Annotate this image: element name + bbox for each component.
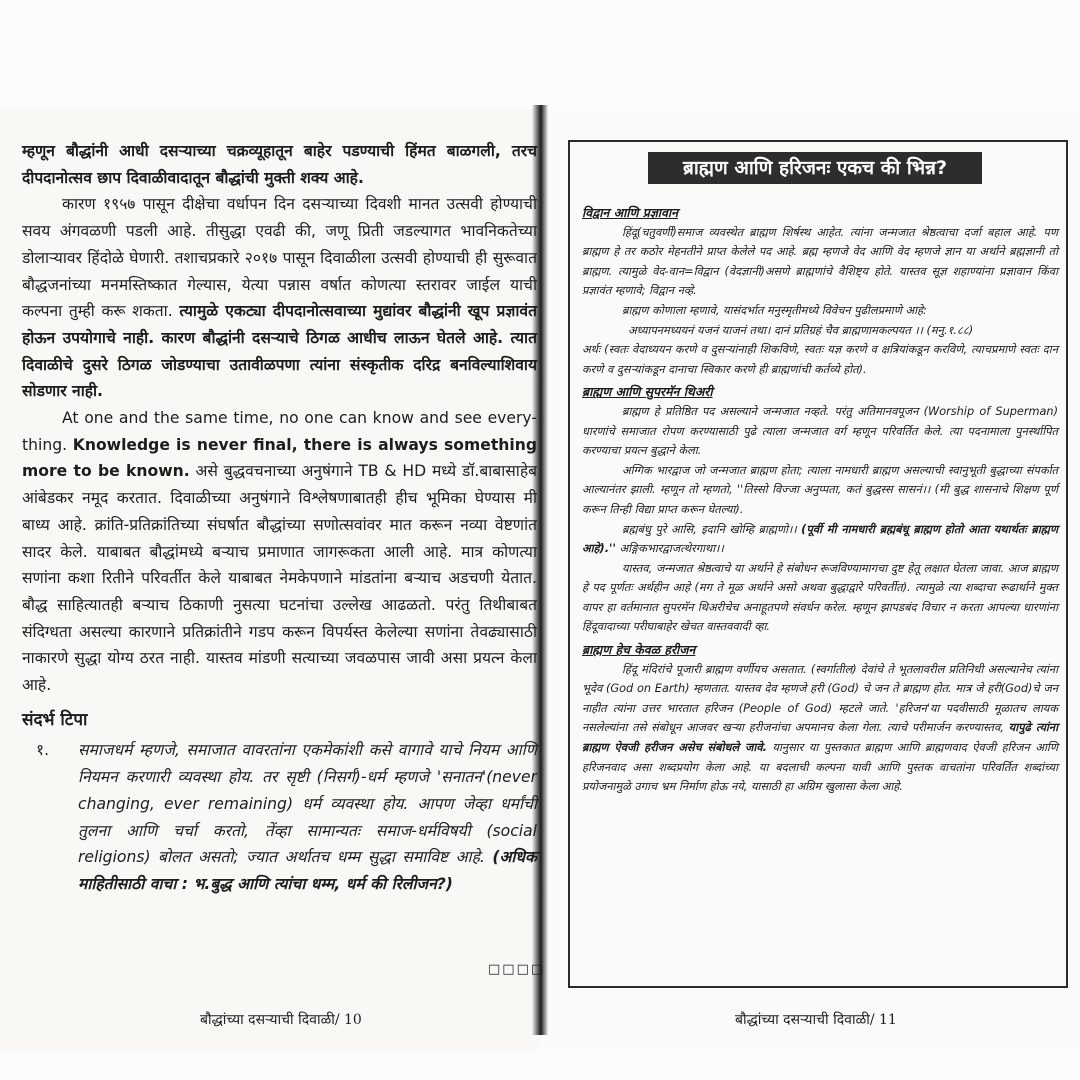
bold-text-run: (अधिक माहितीसाठी वाचा : भ.बुद्ध आणि त्यांचा धम्म, धर्म की रिलीजन?) (78, 848, 537, 893)
text-run: समाजधर्म म्हणजे, समाजात वावरतांना एकमेकांशी कसे वागावे याचे नियम आणि नियमन करणारी व्यवस्था होय. तर सृष्टी (निसर्ग)-धर्म म्हणजे 'सनातन'(never changing, ever remaining) धर्म व्यवस्था होय. आपण जेव्हा धर्मांची तुलना आणि चर्चा करतो, तेंव्हा सामान्यतः समाज-धर्मविषयी (social religions) बोलत असतो; ज्यात अर्थातच धम्म सुद्धा समाविष्ट आहे. (78, 741, 537, 867)
paragraph-p2 (22, 191, 537, 405)
text-run: यास्तव, जन्मजात श्रेष्ठत्वाचे या अर्थाने हे संबोधन रूजविण्यामागचा दुष्ट हेतू लक्षात घेतला जावा. आज ब्राह्मण हे पद पूर्णतः अर्थहीन आहे (मग ते मूळ अर्थाने असो अथवा बुद्धाद्वारे परिवर्तीत). त्यामुळे त्या शब्दाचा रूढार्थाने मुक्त वापर हा वर्तमानात सुपरमॅन थिअरीचेच अनाहूतपणे संवर्धन करेल. म्हणून झापडबंद विचार न करता आपल्या धारणांना हिंदूवादाच्या परीघाबाहेर खेचत वास्तववादी व्हा. (582, 561, 1058, 634)
paragraph-r7 (582, 520, 1058, 559)
paragraph-r1 (582, 223, 1058, 301)
reference-body (78, 737, 537, 897)
paragraph-r6 (582, 461, 1058, 520)
bold-text-run: विद्वान आणि प्रज्ञावान (582, 205, 678, 220)
end-mark: □□□□ (488, 962, 546, 977)
bold-text-run: ब्राह्मण हेच केवळ हरीजन (582, 642, 696, 658)
box-title: ब्राह्मण आणि हरिजनः एकच की भिन्न? (648, 152, 982, 184)
paragraph-r5 (582, 402, 1058, 461)
left-page-footer: बौद्धांच्या दसऱ्याची दिवाळी/ 10 (200, 1012, 362, 1028)
text-run: अध्यापनमध्ययनं यजनं याजनं तथा। दानं प्रतिग्रहं चैव ब्राह्मणामकल्पयत ।। (मनु.१.८८) (628, 323, 974, 337)
bold-text-run: यापुढे त्यांना ब्राह्मण ऐवजी हरीजन असेच संबोधले जावे. (582, 721, 1059, 755)
bold-text-run: त्यामुळे एकट्या दीपदानोत्सवाच्या मुद्यांवर बौद्धांनी खूप प्रज्ञावंत होऊन उपयोगाचे नाही. कारण बौद्धांनी दसऱ्याचे ठिगळ आधीच लाऊन घेतले आहे. त्यात दिवाळीचे दुसरे ठिगळ जोडण्याचा उतावीळपणा त्यांना संस्कृतीक दरिद्र बनविल्याशिवाय सोडणार नाही. (22, 302, 537, 401)
paragraph-r2 (582, 301, 1058, 321)
references-heading: संदर्भ टिपा (22, 709, 88, 730)
text-run: अङ्गिकभारद्वाजत्थेरगाथा।। (615, 542, 724, 556)
text-run: हिंदू मंदिरांचे पूजारी ब्राह्मण वर्णीयच असतात. (स्वर्गातील) देवांचे ते भूतलावरील प्रतिनिधी असल्यानेच त्यांना भूदेव (God on Earth) म्हणतात. यास्तव देव म्हणजे हरी (God) चे जन ते ब्राह्मण होत. मात्र जे हरी(God)चे जन नाहीत त्यांना उत्तर भारतात हरिजन (People of God) म्हटले जाते. 'हरिजन'या पदवीसाठी मूळातच लायक नसलेल्यांना तसे संबोधून आजवर खऱ्या हरीजनांचा अपमानच केला गेला. त्याचे परीमार्जन करण्यास्तव, (582, 662, 1058, 735)
text-run: ब्राह्मण हे प्रतिष्ठित पद असल्याने जन्मजात नव्हते. परंतु अतिमानवपूजन (Worship of Superman) धारणांचे समाजात रोपण करण्यासाठी पुढे त्याला जन्मजात वर्ग म्हणून परिवर्तित केले. त्या पदनामाला पुनर्स्थापित करण्याचा प्रयत्न बुद्धाने केला. (582, 404, 1058, 458)
left-page-text (22, 138, 537, 898)
text-run: कारण १९५७ पासून दीक्षेचा वर्धापन दिन दसऱ्याच्या दिवशी मानत उत्सवी होण्याची सवय अंगवळणी पडली आहे. तीसुद्धा एवढी की, जणू प्रिती जडल्यागत भावनिकतेच्या डोलाऱ्यावर हिंदोळे घेणारी. तशाचप्रकारे २०१७ पासून दिवाळीला उत्सवी होण्याची ही सुरूवात बौद्धजनांच्या मनमस्तिष्कात गेल्यास, येत्या पन्नास वर्षात कोणत्या स्तरावर जाईल याची कल्पना तुम्ही करू शकता. (22, 195, 537, 321)
paragraph-r8 (582, 559, 1058, 637)
section-heading-h2 (582, 382, 1058, 402)
right-page-footer: बौद्धांच्या दसऱ्याची दिवाळी/ 11 (735, 1012, 897, 1028)
text-run: अर्थः (स्वतः वेदाध्ययन करणे व दुसऱ्यांनाही शिकविणे, स्वतः यज्ञ करणे व क्षत्रियांकडून करविणे, त्याचप्रमाणे स्वतः दान करणे व दुसऱ्यांकडून दानाचा स्विकार करणे ही ब्राह्मणांची कर्तव्ये होत). (582, 343, 1058, 376)
text-run: असे बुद्धवचनाच्या अनुषंगाने TB & HD मध्ये डॉ.बाबासाहेब आंबेडकर नमूद करतात. दिवाळीच्या अनुषंगाने विश्लेषणाबातही हीच भूमिका घेण्यास मी बाध्य आहे. क्रांति-प्रतिक्रांतिच्या संघर्षात बौद्धांच्या सणोत्सवांवर मात करून नव्या वेष्टणांत सादर केले. याबाबत बौद्धांमध्ये बऱ्याच प्रमाणात जागरूकता आली आहे. मात्र कोणत्या सणांना कशा रितीने परिवर्तीत केले याबाबत नेमकेपणाने मांडतांना बऱ्याच अडचणी येतात. बौद्ध साहित्यातही बऱ्याच ठिकाणी नुसत्या घटनांचा उल्लेख आढळतो. परंतु तिथीबाबत संदिग्धता असल्या कारणाने प्रतिक्रांतीने गडप करून विपर्यस्त केलेल्या सणांना तेवढ्यासाठी नाकारणे सुद्धा योग्य ठरत नाही. यास्तव मांडणी सत्याच्या जवळपास जावी असा प्रयत्न केला आहे. (22, 462, 537, 695)
text-run: हिंदू(चतुवर्णी)समाज व्यवस्थेत ब्राह्मण शिर्षस्थ आहेत. त्यांना जन्मजात श्रेष्ठत्वाचा दर्जा बहाल आहे. पण ब्राह्मण हे तर कठोर मेहनतीने प्राप्त केलेले पद आहे. ब्रह्म म्हणजे वेद आणि वेद म्हणजे ज्ञान या अर्थाने ब्रह्मज्ञानी तो ब्राह्मण. त्यामुळे वेद-वान=विद्वान (वेदज्ञानी)असणे ब्राह्मणांचे वैशिष्ट्य होते. यास्तव सूज्ञ शहाण्यांना प्रज्ञावान किंवा प्रज्ञावंत म्हणावे; विद्वान नव्हे. (582, 225, 1058, 298)
bold-text-run: म्हणून बौद्धांनी आधी दसऱ्याच्या चक्रव्यूहातून बाहेर पडण्याची हिंमत बाळगली, तरच दीपदानोत्सव छाप दिवाळीवादातून बौद्धांची मुक्ती शक्य आहे. (22, 142, 537, 187)
bold-text-run: (पूर्वी मी नामधारी ब्रह्मबंधू ब्राह्मण होतो आता यथार्थतः ब्राह्मण आहे).'' (582, 522, 1058, 556)
text-run: At one and the same time, no one can know and see every-thing. (22, 409, 537, 454)
text-run: यानुसार या पुस्तकात ब्राह्मण आणि ब्राह्मणवाद ऐवजी हरिजन आणि हरिजनवाद असा शब्दप्रयोग केला आहे. या बदलाची कल्पना यावी आणि पुस्तक वाचतांना परिवर्तित शब्दांच्या प्रयोजनामुळे उगाच भ्रम निर्माण होऊ नये, यासाठी हा अग्रिम खुलासा केला आहे. (582, 741, 1058, 794)
reference-item (22, 737, 537, 897)
bold-text-run: Knowledge is never final, there is always something more to be known. (22, 435, 537, 481)
bold-text-run: ब्राह्मण आणि सुपरमॅन थिअरी (582, 384, 713, 400)
text-run: अग्गिक भारद्वाज जो जन्मजात ब्राह्मण होता; त्याला नामधारी ब्राह्मण असल्याची स्वानुभूती बुद्धाच्या संपर्कात आल्यानंतर झाली. म्हणून तो म्हणतो, ''तिस्सो विज्जा अनुप्पता, कतं बुद्धस्स सासनं।। (मी बुद्ध शासनाचे शिक्षण पूर्ण करून तिन्ही विद्या प्राप्त करून घेतल्या). (582, 463, 1058, 516)
box-text (582, 200, 1058, 797)
reference-number: १. (36, 741, 50, 760)
text-run: ब्राह्मण कोणाला म्हणावे, यासंदर्भात मनुस्मृतीमध्ये विवेचन पुढीलप्रमाणे आहे: (622, 303, 927, 317)
paragraph-p3 (22, 405, 537, 699)
paragraph-r9 (582, 660, 1058, 797)
section-heading-h3 (582, 640, 1058, 660)
text-run: ब्रह्मबंधु पुरे आसि, इदानि खोम्हि ब्राह्मणो।। (622, 522, 802, 536)
paragraph-r3 (582, 321, 1058, 341)
section-heading-h1 (582, 203, 1058, 223)
paragraph-p1 (22, 138, 537, 191)
paragraph-r4 (582, 340, 1058, 379)
